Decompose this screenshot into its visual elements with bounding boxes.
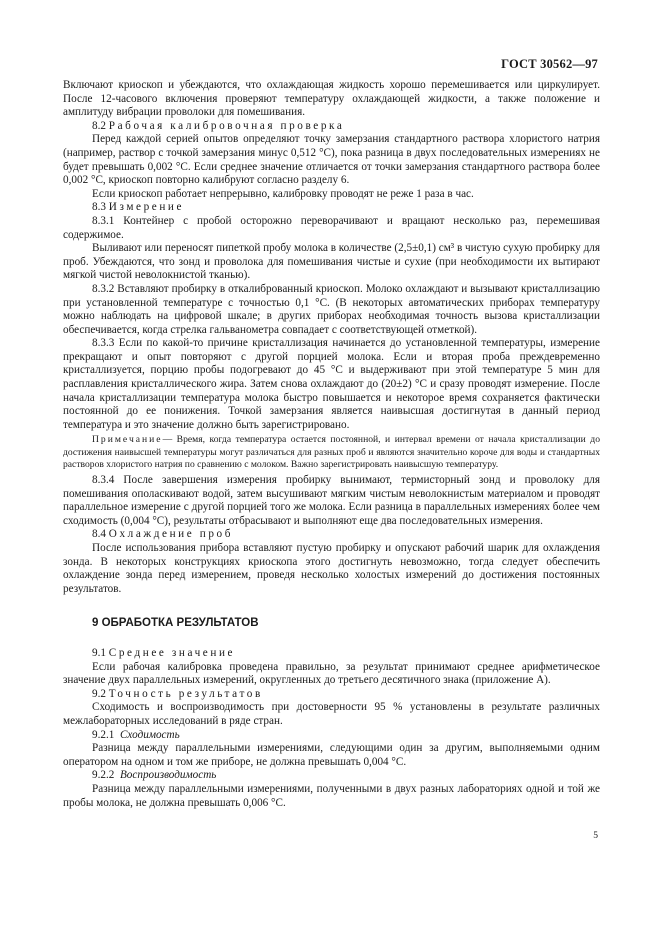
- subsection-8-4-heading: [63, 528, 600, 542]
- subsection-title: Рабочая калибровочная проверка: [108, 119, 345, 132]
- note-label: Примечание: [92, 434, 163, 446]
- subsection-9-1-heading: [63, 647, 600, 661]
- subsection-9-2-2-heading: [63, 769, 600, 783]
- subsection-9-2-1-heading: [63, 729, 600, 743]
- note-text: — Время, когда температура остается постоянной, и интервал времени от начала кристаллизации до достижения наивысшей температуры могут различаться для разных проб и являются значительно короче для воды и стандартных растворов хлористого натрия по сравнению с молоком. Важно зарегистрировать наивысшую температуру.: [63, 434, 600, 470]
- subsection-number: 9.2: [92, 687, 106, 700]
- paragraph-8-3-1: 8.3.1 Контейнер с пробой осторожно переворачивают и вращают несколько раз, перемешивая содержимое.: [63, 214, 600, 241]
- subsection-number: 8.4: [92, 528, 106, 541]
- subsection-title: Среднее значение: [108, 646, 236, 659]
- paragraph-intro: Включают криоскоп и убеждаются, что охлаждающая жидкость хорошо перемешивается или циркулирует. После 12-часового включения проверяют температуру охлаждающей жидкости, а также положение и амплитуду вибрации проволоки для помешивания.: [63, 79, 600, 119]
- subsection-title: Точность результатов: [108, 687, 263, 700]
- paragraph-9-1: Если рабочая калибровка проведена правильно, за результат принимают среднее арифметическое значение двух параллельных измерений, округленных до третьего десятичного знака (приложение А).: [63, 660, 600, 687]
- paragraph-8-3-1-b: Выливают или переносят пипеткой пробу молока в количестве (2,5±0,1) см³ в чистую сухую пробирку для проб. Убеждаются, что зонд и проволока для помешивания чистые и сухие (при необходимости их вытирают мягкой чистой неволокнистой тканью).: [63, 242, 600, 282]
- paragraph-8-2-b: Если криоскоп работает непрерывно, калибровку проводят не реже 1 раза в час.: [92, 187, 474, 200]
- subsection-number: 8.2: [92, 119, 106, 132]
- section-9-heading: 9 ОБРАБОТКА РЕЗУЛЬТАТОВ: [92, 617, 259, 630]
- paragraph-8-3-2: 8.3.2 Вставляют пробирку в откалиброванный криоскоп. Молоко охлаждают и вызывают кристаллизацию при установленной температуре с точностью 0,1 °С. (В некоторых автоматических приборах температуру можно наблюдать на цифровой шкале; в других приборах необходимая точность вызова кристаллизации обеспечивается, когда стрелка гальванометра совпадает с соответствующей отметкой).: [63, 282, 600, 336]
- subsection-number: 8.3: [92, 201, 106, 214]
- paragraph-8-3-3: 8.3.3 Если по какой-то причине кристаллизация начинается до установленной температуры, измерение прекращают и опыт повторяют с другой порцией молока. Если и вторая проба преждевременно кристаллизуется, порцию пробы подогревают до 45 °С и выдерживают при этой температуре 5 мин для расплавления кристаллического жира. Затем снова охлаждают до (20±2) °С и сразу проводят измерение. После начала кристаллизации температура молока быстро повышается и некоторое время сохраняется фактически постоянной до ее понижения. Точкой замерзания является наивысшая достигнутая в данный период температура и это значение должно быть зарегистрировано.: [63, 337, 600, 431]
- paragraph-9-2: Сходимость и воспроизводимость при достоверности 95 % установлены в результате различных межлабораторных исследований в ряде стран.: [63, 701, 600, 727]
- paragraph-9-2-1: Разница между параллельными измерениями, следующими один за другим, выполняемыми одним оператором на одном и том же приборе, не должна превышать 0,004 °С.: [63, 742, 600, 768]
- document-body: [63, 79, 600, 810]
- subsection-title: Воспроизводимость: [119, 769, 217, 782]
- paragraph-8-3-4: 8.3.4 После завершения измерения пробирку вынимают, термисторный зонд и проволоку для помешивания ополаскивают водой, затем высушивают мягким чистым неволокнистым материалом и проводят параллельное измерение с другой порцией того же молока. Если разница в параллельных измерениях более чем сходимость (0,004 °С), результаты отбрасывают и выполняют еще два последовательных измерения.: [63, 474, 600, 527]
- subsection-title: Сходимость: [119, 728, 180, 741]
- paragraph-8-2-a: Перед каждой серией опытов определяют точку замерзания стандартного раствора хлористого натрия (например, раствор с точкой замерзания минус 0,512 °С), пока разница в двух последовательных измерениях не будет превышать 0,002 °С. Если среднее значение отличается от точки замерзания стандартного раствора более 0,002 °С, криоскоп повторно калибруют согласно разделу 6.: [63, 133, 600, 187]
- subsection-8-2-heading: [63, 120, 600, 134]
- subsection-title: Охлаждение проб: [108, 528, 233, 541]
- subsection-number: 9.1: [92, 646, 106, 659]
- page-number: 5: [593, 831, 598, 841]
- subsection-9-2-heading: [63, 688, 600, 702]
- standard-header: ГОСТ 30562—97: [501, 57, 598, 71]
- paragraph-8-4: После использования прибора вставляют пустую пробирку и опускают рабочий шарик для охлаждения зонда. В некоторых конструкциях криоскопа этого достигнуть невозможно, тогда следует обеспечить охлаждение зонда перед измерением, проведя несколько холостых измерений до достижения постоянных результатов.: [63, 542, 600, 595]
- paragraph-9-2-2: Разница между параллельными измерениями, полученными в двух разных лабораториях одной и той же пробы молока, не должна превышать 0,006 °С.: [63, 782, 600, 809]
- subsection-title: Измерение: [108, 201, 185, 214]
- subsection-number: 9.2.1: [92, 728, 115, 741]
- subsection-number: 9.2.2: [92, 769, 115, 782]
- note-block: [63, 434, 600, 471]
- subsection-8-3-heading: [63, 201, 600, 215]
